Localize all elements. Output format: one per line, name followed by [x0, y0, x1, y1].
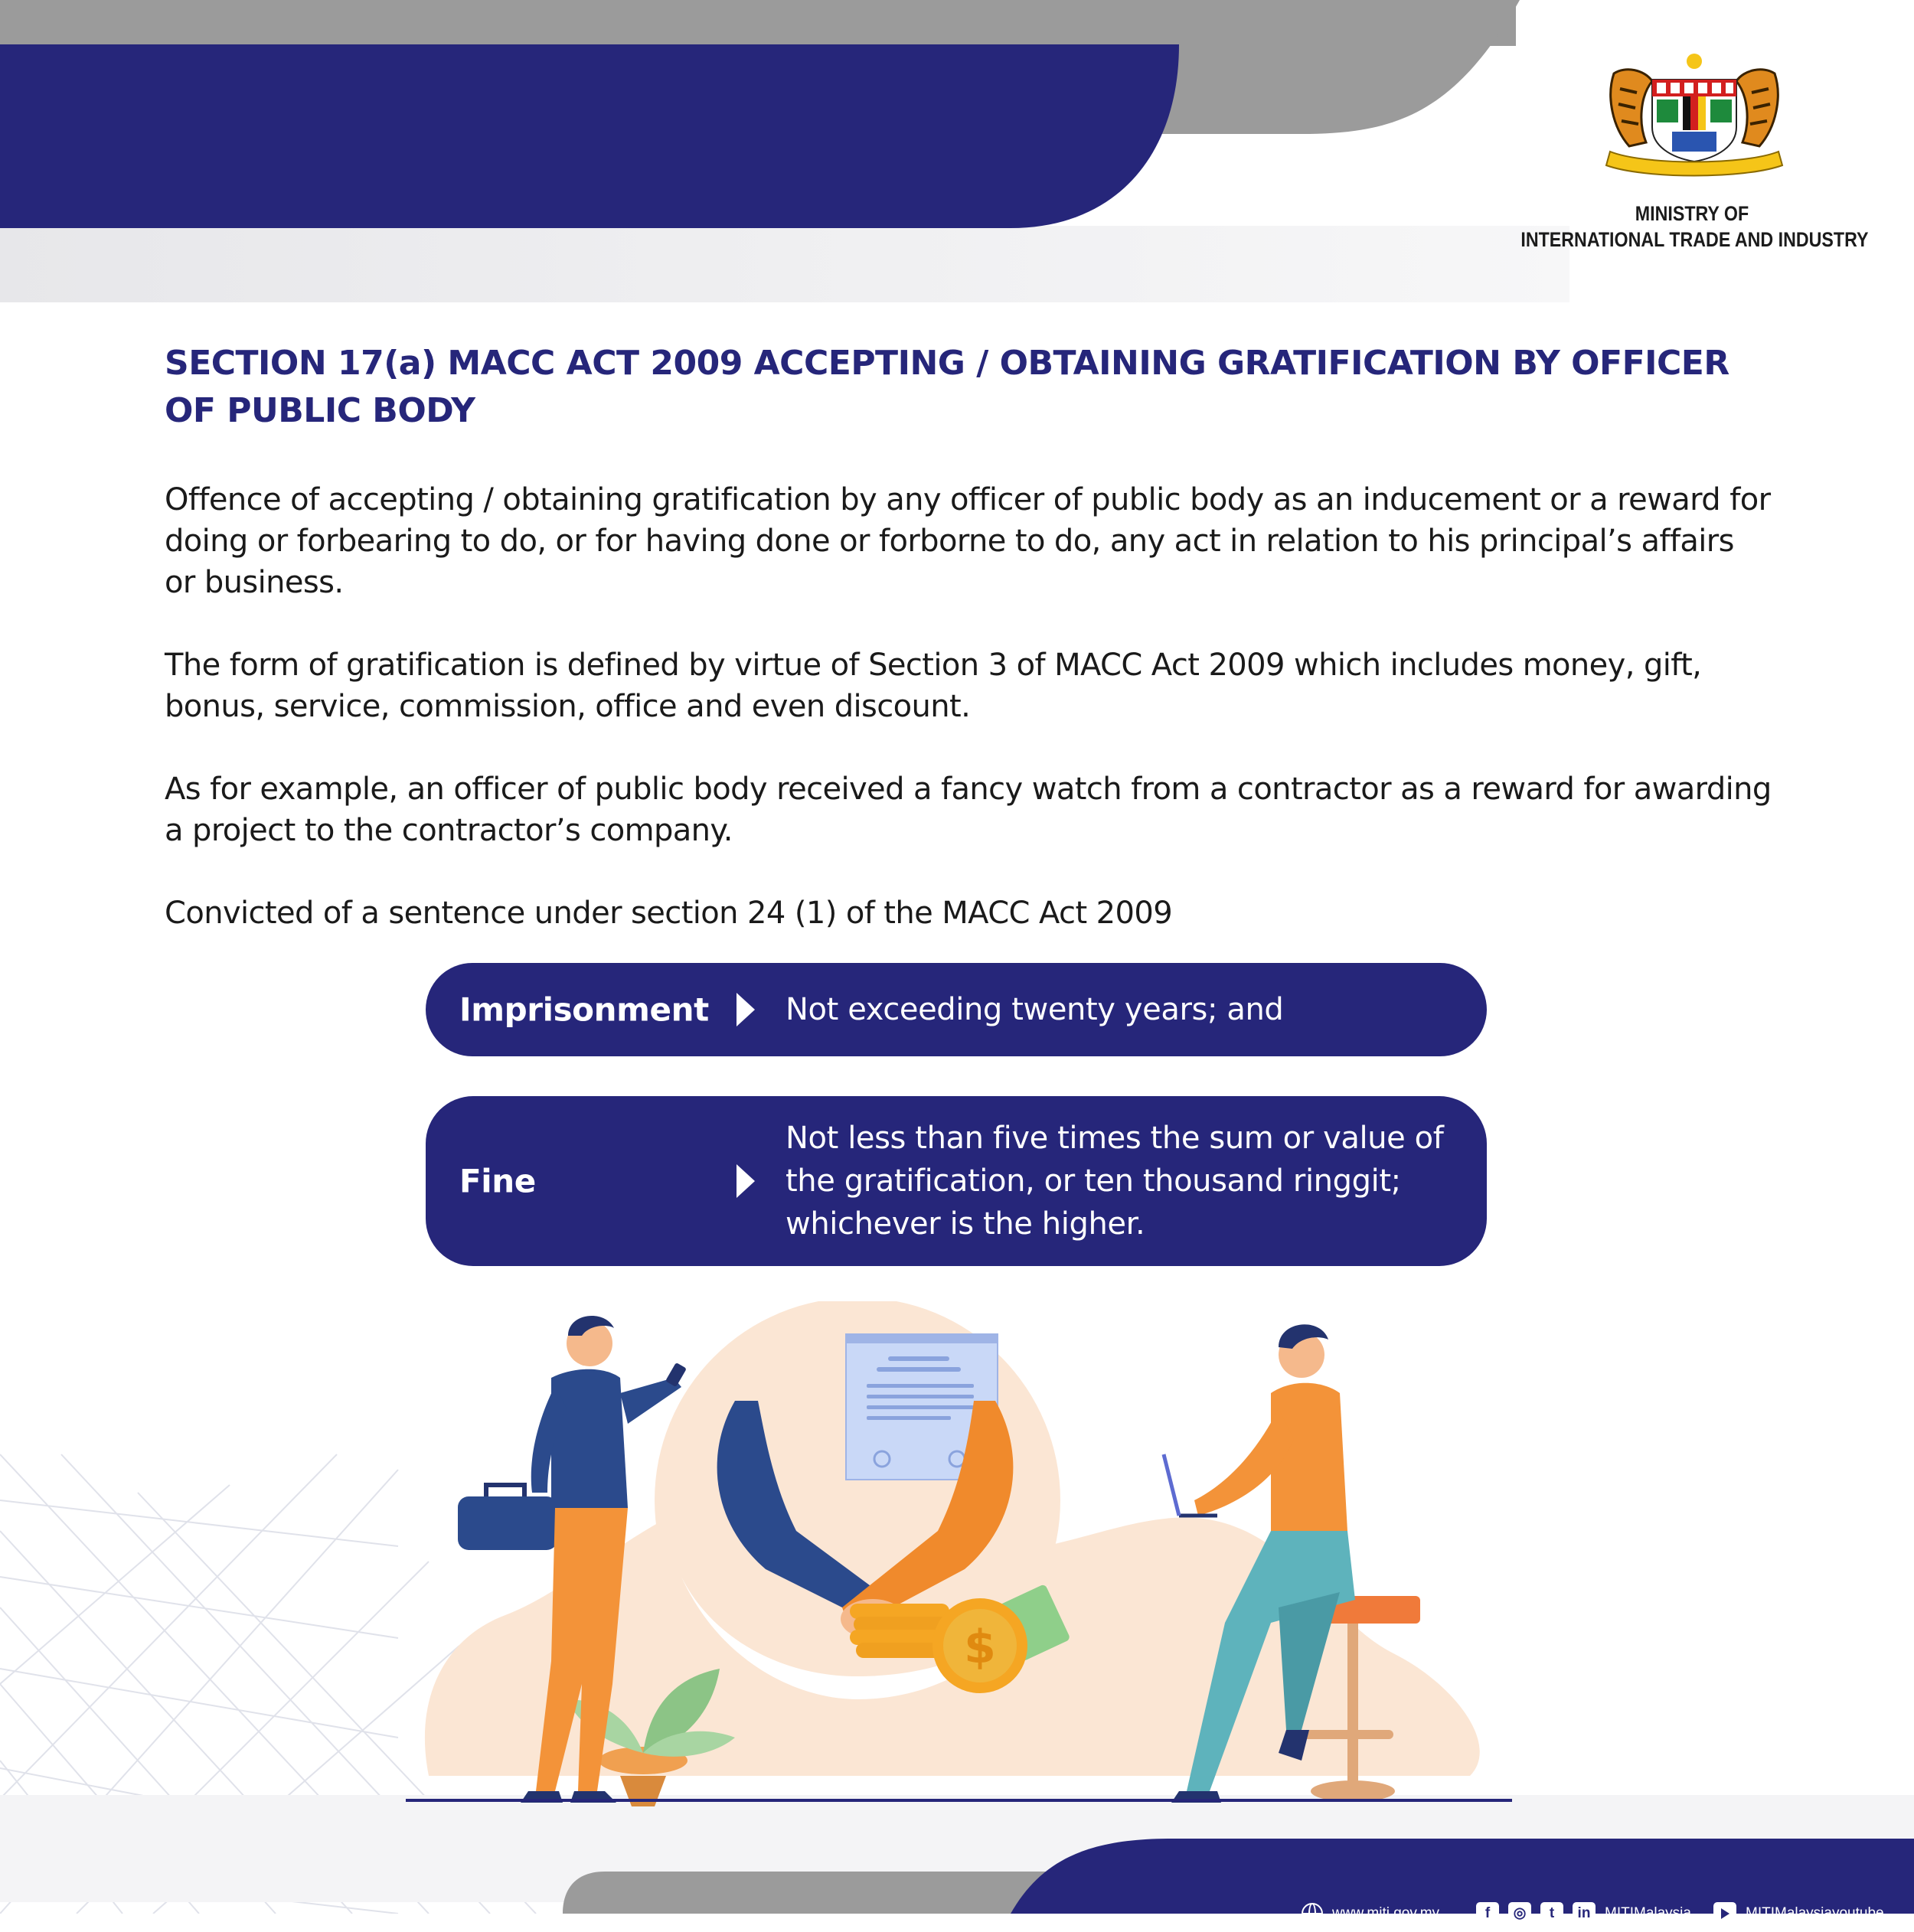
page-title: SECTION 17(a) MACC ACT 2009 ACCEPTING / OBTAINING GRATIFICATION BY OFFICER OF PUBLIC BODY: [165, 344, 1729, 430]
ministry-name: [1520, 201, 1869, 253]
facebook-icon[interactable]: f: [1476, 1902, 1499, 1925]
youtube-icon[interactable]: [1713, 1902, 1736, 1925]
penalty-label: Fine: [459, 1162, 536, 1200]
right-triangle-icon: [737, 1164, 755, 1198]
right-triangle-icon: [737, 993, 755, 1026]
penalty-fine: [426, 1096, 1487, 1266]
footer-social[interactable]: [1476, 1895, 1691, 1932]
ministry-line-2: INTERNATIONAL TRADE AND INDUSTRY: [1520, 228, 1869, 251]
website-text: www.miti.gov.my: [1332, 1905, 1440, 1921]
instagram-icon[interactable]: ◎: [1508, 1902, 1531, 1925]
svg-text:$: $: [964, 1620, 996, 1674]
gratification-form-paragraph: The form of gratification is defined by virtue of Section 3 of MACC Act 2009 which includes money, gift, bonus, service, commission, office and even discount.: [165, 648, 1702, 724]
social-handle-text: MITIMalaysia: [1605, 1905, 1691, 1921]
penalty-text: Not exceeding twenty years; and: [786, 992, 1284, 1027]
penalty-label: Imprisonment: [459, 990, 709, 1029]
coat-of-arms-emblem: [1599, 51, 1790, 181]
bribery-illustration: [398, 1301, 1516, 1806]
linkedin-icon[interactable]: in: [1573, 1902, 1596, 1925]
ministry-line-1: MINISTRY OF: [1635, 202, 1749, 225]
footer-website[interactable]: [1302, 1895, 1439, 1932]
youtube-text: MITIMalaysiayoutube: [1746, 1905, 1884, 1921]
footer-youtube[interactable]: [1713, 1895, 1884, 1932]
twitter-icon[interactable]: t: [1540, 1902, 1563, 1925]
offence-paragraph: Offence of accepting / obtaining gratification by any officer of public body as an inducement or a reward for doing or forbearing to do, or for having done or forborne to do, any act in relation to his principal’s affairs or business.: [165, 482, 1771, 600]
example-paragraph: As for example, an officer of public body received a fancy watch from a contractor as a reward for awarding a project to the contractor’s company.: [165, 772, 1772, 848]
penalty-text: Not less than five times the sum or value of the gratification, or ten thousand ringgit; whichever is the higher.: [786, 1121, 1444, 1242]
sentence-paragraph: Convicted of a sentence under section 24 (1) of the MACC Act 2009: [165, 896, 1173, 931]
penalty-imprisonment: [426, 963, 1487, 1056]
globe-icon: [1302, 1903, 1323, 1924]
